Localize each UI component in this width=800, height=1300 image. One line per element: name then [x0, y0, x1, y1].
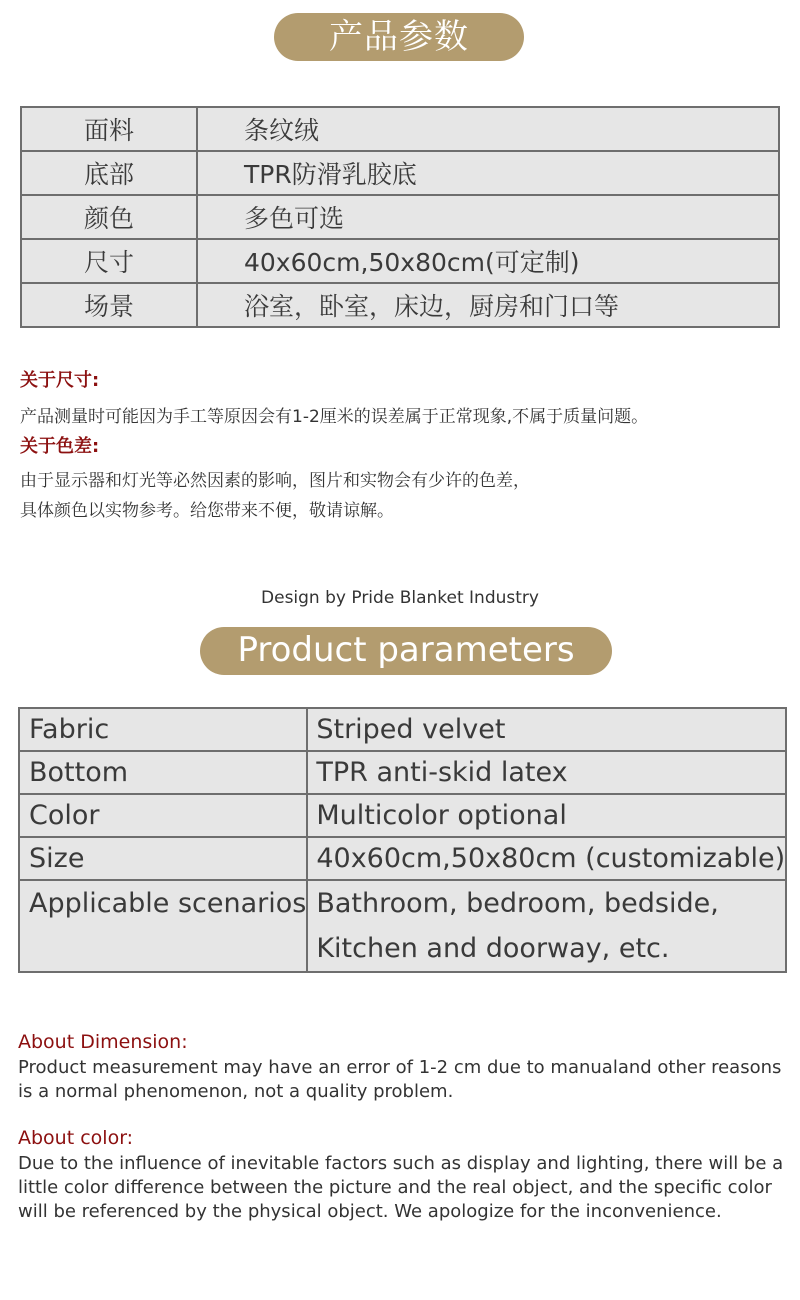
spec-key: Color — [19, 794, 307, 837]
section-title-cn: 产品参数 — [274, 13, 524, 61]
table-row — [21, 283, 779, 327]
spec-key: 面料 — [21, 107, 197, 151]
design-credit: Design by Pride Blanket Industry — [261, 588, 539, 608]
table-row — [19, 837, 786, 880]
table-row — [21, 107, 779, 151]
spec-key: 尺寸 — [21, 239, 197, 283]
spec-value: TPR防滑乳胶底 — [197, 151, 779, 195]
spec-value: 40x60cm,50x80cm(可定制) — [197, 239, 779, 283]
spec-value: 条纹绒 — [197, 107, 779, 151]
spec-key: 场景 — [21, 283, 197, 327]
color-note-title-en: About color: — [18, 1127, 134, 1149]
spec-key: Bottom — [19, 751, 307, 794]
size-note-title-cn: 关于尺寸: — [20, 370, 100, 391]
spec-table-cn — [20, 106, 780, 328]
spec-table-en — [18, 707, 787, 973]
spec-key: Applicable scenarios — [19, 880, 307, 972]
dimension-note-text-en: Product measurement may have an error of 1-2 cm due to manualand other reasons is a normal phenomenon, not a quality problem. — [18, 1057, 782, 1102]
spec-value: 浴室，卧室，床边，厨房和门口等 — [197, 283, 779, 327]
color-note-title-cn: 关于色差: — [20, 436, 100, 457]
table-row — [19, 794, 786, 837]
spec-key: Fabric — [19, 708, 307, 751]
spec-value: 40x60cm,50x80cm (customizable) — [307, 837, 786, 880]
color-note-text-cn — [20, 466, 790, 526]
spec-value — [307, 880, 786, 972]
table-row — [19, 880, 786, 972]
dimension-note-title-en: About Dimension: — [18, 1031, 188, 1053]
section-title-en: Product parameters — [200, 627, 612, 675]
table-row — [21, 195, 779, 239]
spec-value: Multicolor optional — [307, 794, 786, 837]
color-note-line: 具体颜色以实物参考。给您带来不便，敬请谅解。 — [20, 501, 394, 521]
table-row — [21, 151, 779, 195]
spec-value-line: Kitchen and doorway, etc. — [316, 933, 670, 964]
table-row — [19, 708, 786, 751]
spec-key: 底部 — [21, 151, 197, 195]
size-note-text-cn: 产品测量时可能因为手工等原因会有1-2厘米的误差属于正常现象,不属于质量问题。 — [20, 407, 649, 427]
spec-value: TPR anti-skid latex — [307, 751, 786, 794]
spec-value: Striped velvet — [307, 708, 786, 751]
spec-key: Size — [19, 837, 307, 880]
color-note-text-en: Due to the influence of inevitable factors such as display and lighting, there will be a little color difference between the picture and the real object, and the specific color will be referenced by the physical object. We apologize for the inconvenience. — [18, 1153, 784, 1222]
spec-value: 多色可选 — [197, 195, 779, 239]
table-row — [21, 239, 779, 283]
table-row — [19, 751, 786, 794]
spec-key: 颜色 — [21, 195, 197, 239]
color-note-line: 由于显示器和灯光等必然因素的影响，图片和实物会有少许的色差， — [20, 471, 530, 491]
spec-value-line: Bathroom, bedroom, bedside, — [316, 888, 719, 919]
